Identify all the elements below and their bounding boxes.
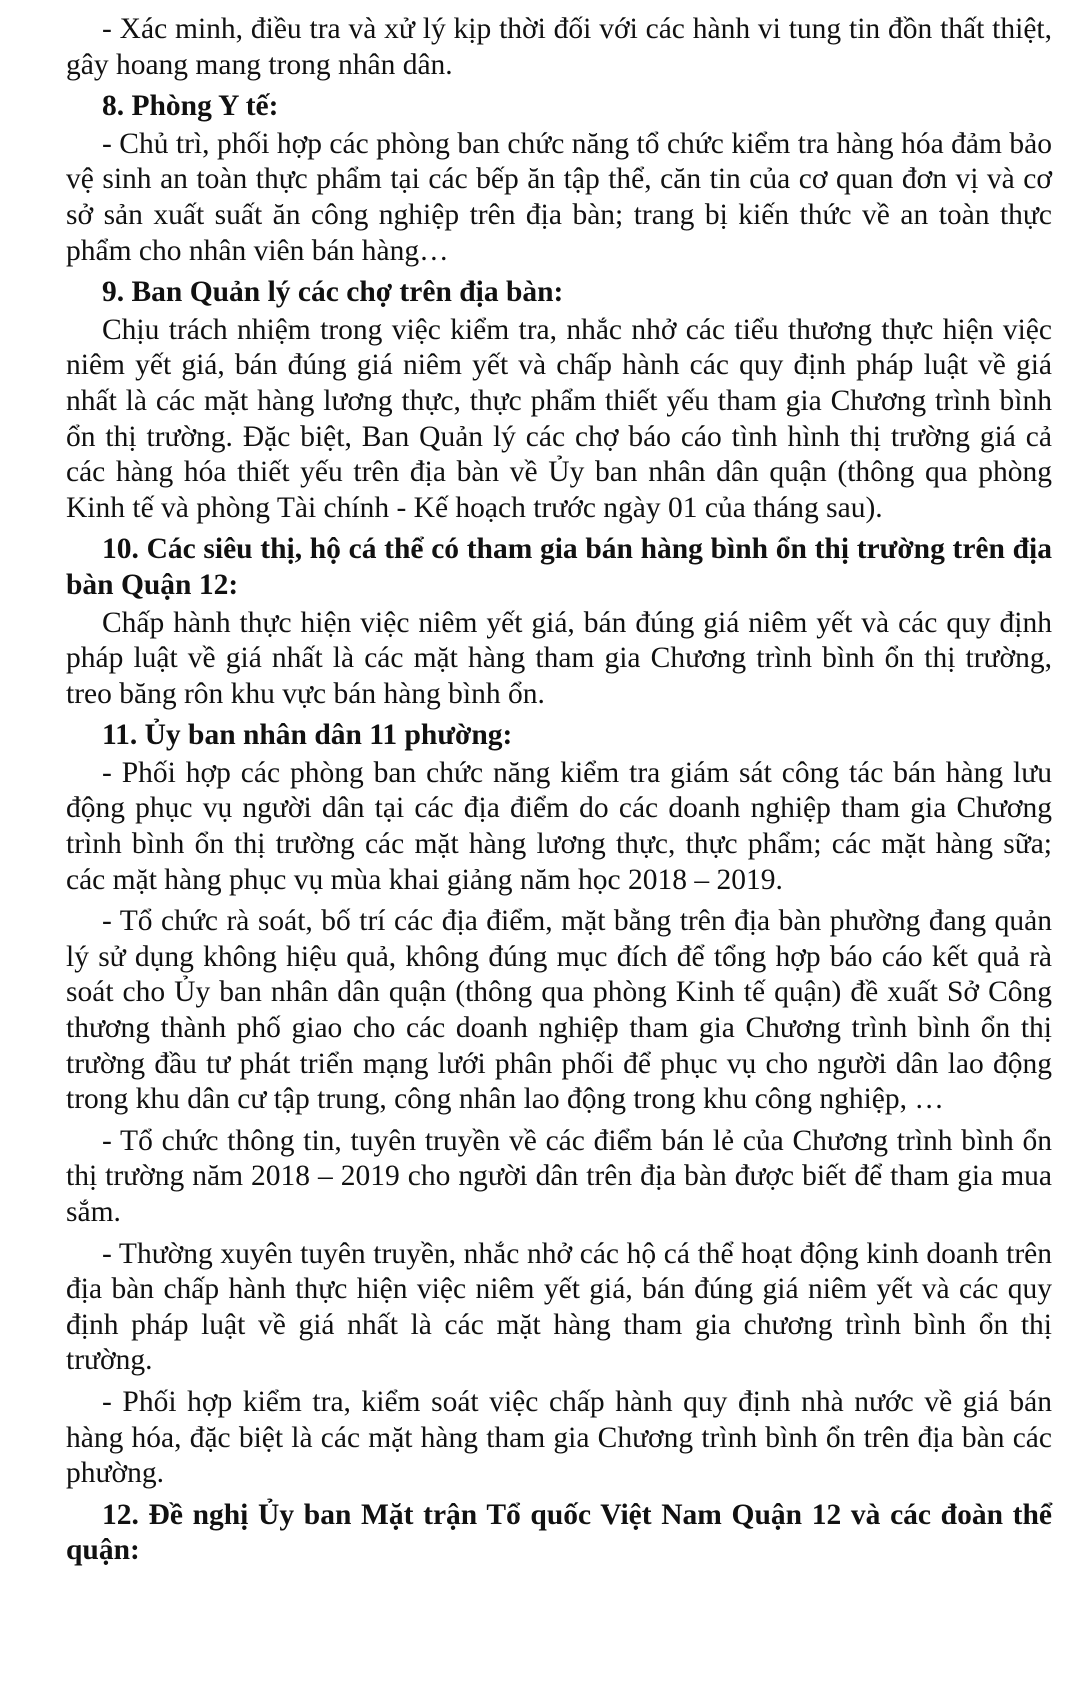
paragraph-ward-coordination: - Phối hợp các phòng ban chức năng kiểm tra giám sát công tác bán hàng lưu động phục vụ người dân tại các địa điểm do các doanh nghiệp tham gia Chương trình bình ổn thị trường các mặt hàng lương thực, thực phẩm; các mặt hàng sữa; các mặt hàng phục vụ mùa khai giảng năm học 2018 – 2019.: [66, 756, 1052, 896]
paragraph-ward-propaganda: - Thường xuyên tuyên truyền, nhắc nhở các hộ cá thể hoạt động kinh doanh trên địa bàn chấp hành thực hiện việc niêm yết giá, bán đúng giá niêm yết và các quy định pháp luật về giá nhất là các mặt hàng tham gia chương trình bình ổn thị trường.: [66, 1237, 1052, 1377]
paragraph-ward-inspection: - Phối hợp kiểm tra, kiểm soát việc chấp hành quy định nhà nước về giá bán hàng hóa, đặc biệt là các mặt hàng tham gia Chương trình bình ổn trên địa bàn các phường.: [66, 1385, 1052, 1490]
paragraph-supermarkets: Chấp hành thực hiện việc niêm yết giá, bán đúng giá niêm yết và các quy định pháp luật về giá nhất là các mặt hàng tham gia Chương trình bình ổn thị trường, treo băng rôn khu vực bán hàng bình ổn.: [66, 606, 1052, 710]
paragraph-ward-information: - Tổ chức thông tin, tuyên truyền về các điểm bán lẻ của Chương trình bình ổn thị trường năm 2018 – 2019 cho người dân trên địa bàn được biết để tham gia mua sắm.: [66, 1124, 1052, 1228]
heading-section-12: 12. Đề nghị Ủy ban Mặt trận Tổ quốc Việt Nam Quận 12 và các đoàn thể quận:: [66, 1498, 1052, 1567]
document-body: [66, 12, 1052, 1571]
heading-section-9: 9. Ban Quản lý các chợ trên địa bàn:: [102, 276, 564, 309]
paragraph-market-management: Chịu trách nhiệm trong việc kiểm tra, nhắc nhở các tiểu thương thực hiện việc niêm yết giá, bán đúng giá niêm yết và chấp hành các quy định pháp luật về giá nhất là các mặt hàng lương thực, thực phẩm thiết yếu tham gia Chương trình bình ổn thị trường. Đặc biệt, Ban Quản lý các chợ báo cáo tình hình thị trường giá cả các hàng hóa thiết yếu trên địa bàn về Ủy ban nhân dân quận (thông qua phòng Kinh tế và phòng Tài chính - Kế hoạch trước ngày 01 của tháng sau).: [66, 313, 1052, 524]
heading-section-10: 10. Các siêu thị, hộ cá thể có tham gia bán hàng bình ổn thị trường trên địa bàn Quận 12:: [66, 533, 1052, 601]
paragraph-verify-rumors: - Xác minh, điều tra và xử lý kịp thời đối với các hành vi tung tin đồn thất thiệt, gây hoang mang trong nhân dân.: [66, 13, 1052, 81]
paragraph-health-office: - Chủ trì, phối hợp các phòng ban chức năng tổ chức kiểm tra hàng hóa đảm bảo vệ sinh an toàn thực phẩm tại các bếp ăn tập thể, căn tin của cơ quan đơn vị và cơ sở sản xuất suất ăn công nghiệp trên địa bàn; trang bị kiến thức về an toàn thực phẩm cho nhân viên bán hàng…: [66, 127, 1052, 267]
paragraph-ward-site-review: - Tổ chức rà soát, bố trí các địa điểm, mặt bằng trên địa bàn phường đang quản lý sử dụng không hiệu quả, không đúng mục đích để tổng hợp báo cáo kết quả rà soát cho Ủy ban nhân dân quận (thông qua phòng Kinh tế quận) đề xuất Sở Công thương thành phố giao cho các doanh nghiệp tham gia Chương trình bình ổn thị trường đầu tư phát triển mạng lưới phân phối để phục vụ cho người dân lao động trong khu dân cư tập trung, công nhân lao động trong khu công nghiệp, …: [66, 905, 1052, 1116]
heading-section-8: 8. Phòng Y tế:: [102, 90, 279, 123]
heading-section-11: 11. Ủy ban nhân dân 11 phường:: [102, 719, 513, 752]
